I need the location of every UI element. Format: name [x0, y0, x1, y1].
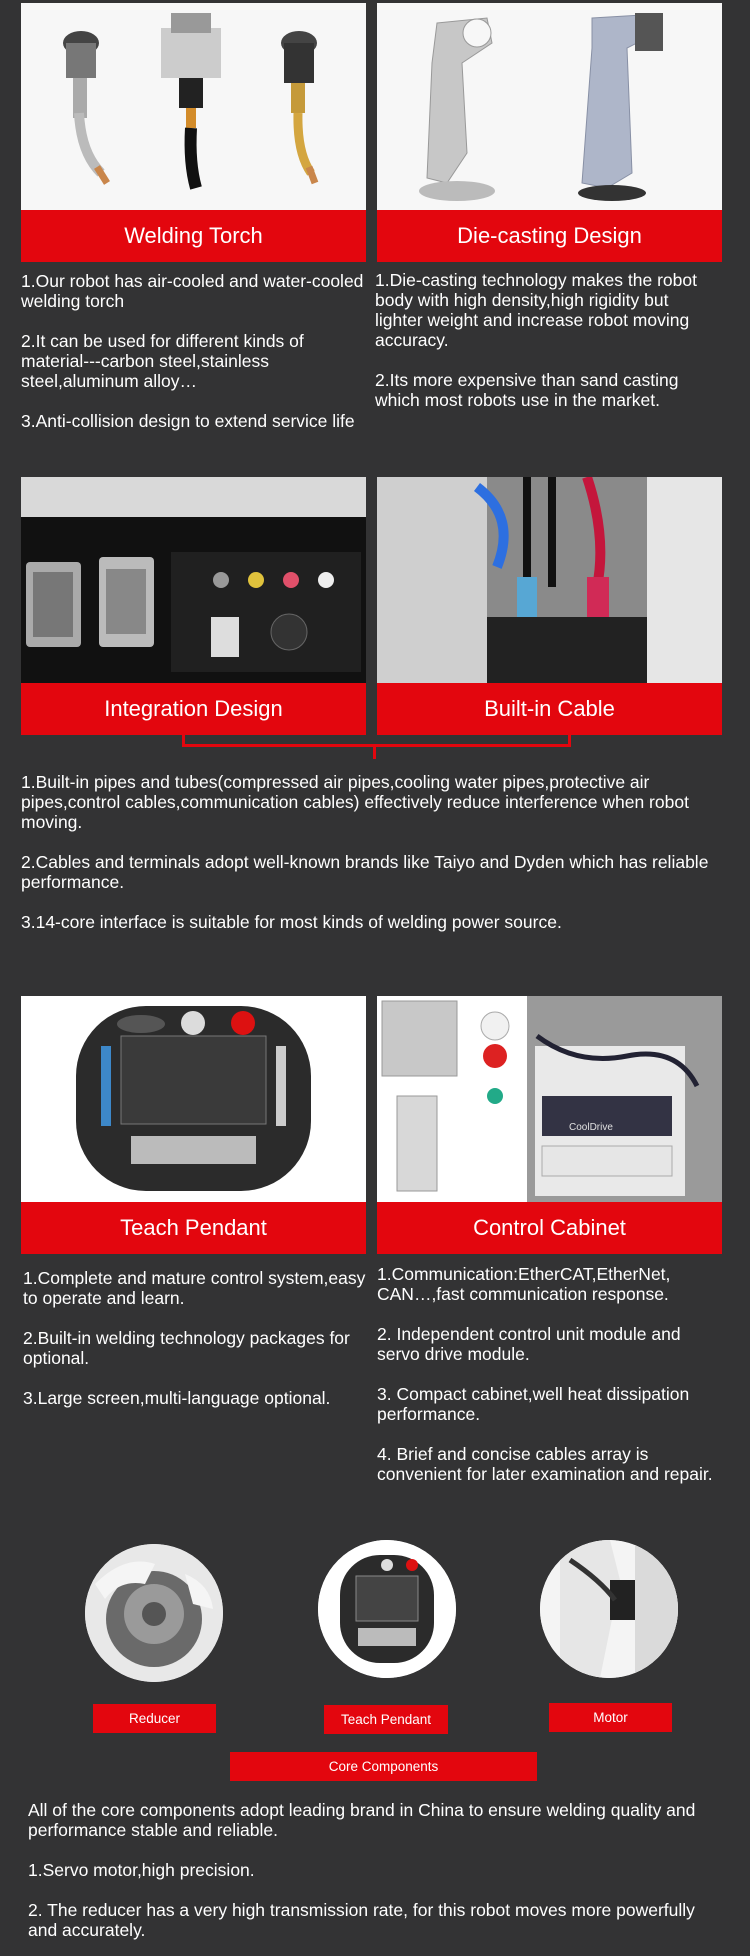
die-casting-paragraph: 2.Its more expensive than sand casting which most robots use in the market.	[375, 370, 679, 410]
control-cabinet-title: Control Cabinet	[377, 1202, 722, 1254]
section2-paragraph: 2.Cables and terminals adopt well-known brands like Taiyo and Dyden which has reliable performance.	[21, 852, 709, 892]
core-description	[28, 1800, 728, 1956]
integration-design-title: Integration Design	[21, 683, 366, 735]
control-cabinet-paragraph: 1.Communication:EtherCAT,EtherNet, CAN…,fast communication response.	[377, 1264, 671, 1304]
built-in-cable-title: Built-in Cable	[377, 683, 722, 735]
die-casting-photo	[377, 3, 722, 210]
control-cabinet-description	[377, 1264, 722, 1504]
motor-illustration	[540, 1540, 678, 1678]
die-casting-description	[375, 270, 720, 430]
section2-paragraph: 3.14-core interface is suitable for most kinds of welding power source.	[21, 912, 562, 932]
welding-torch-illustration	[21, 3, 366, 210]
integration-design-photo	[21, 477, 366, 683]
welding-torch-description	[21, 271, 366, 451]
core-components-title: Core Components	[230, 1752, 537, 1781]
reducer-illustration	[85, 1544, 223, 1682]
welding-torch-paragraph: 2.It can be used for different kinds of material---carbon steel,stainless steel,aluminum alloy…	[21, 331, 304, 391]
control-cabinet-paragraph: 2. Independent control unit module and servo drive module.	[377, 1324, 681, 1364]
core-item-motor: Motor	[549, 1703, 672, 1732]
motor-photo	[540, 1540, 678, 1678]
control-cabinet-photo	[377, 996, 722, 1202]
core-item-reducer: Reducer	[93, 1704, 216, 1733]
core-paragraph: All of the core components adopt leading brand in China to ensure welding quality and performance stable and reliable.	[28, 1800, 696, 1840]
core-paragraph: 2. The reducer has a very high transmission rate, for this robot moves more powerfully and accurately.	[28, 1900, 695, 1940]
welding-torch-paragraph: 1.Our robot has air-cooled and water-cooled welding torch	[21, 271, 364, 311]
teach-pendant-core-photo	[318, 1540, 456, 1678]
control-cabinet-illustration	[377, 996, 722, 1202]
integration-panel-illustration	[21, 477, 366, 683]
core-item-teach-pendant: Teach Pendant	[324, 1705, 448, 1734]
control-cabinet-paragraph: 3. Compact cabinet,well heat dissipation performance.	[377, 1384, 690, 1424]
built-in-cable-photo	[377, 477, 722, 683]
control-cabinet-paragraph: 4. Brief and concise cables array is convenient for later examination and repair.	[377, 1444, 713, 1484]
teach-pendant-illustration	[21, 996, 366, 1202]
reducer-photo	[85, 1544, 223, 1682]
die-casting-paragraph: 1.Die-casting technology makes the robot body with high density,high rigidity but lighter weight and increase robot moving accuracy.	[375, 270, 697, 350]
core-paragraph: 1.Servo motor,high precision.	[28, 1860, 255, 1880]
cabinet-brand-text: CoolDrive	[569, 1122, 613, 1133]
welding-torch-photo	[21, 3, 366, 210]
welding-torch-title: Welding Torch	[21, 210, 366, 262]
bracket-connector	[182, 735, 571, 747]
teach-pendant-paragraph: 1.Complete and mature control system,easy to operate and learn.	[23, 1268, 366, 1308]
teach-pendant-paragraph: 2.Built-in welding technology packages for optional.	[23, 1328, 350, 1368]
teach-pendant-core-illustration	[318, 1540, 456, 1678]
die-casting-title: Die-casting Design	[377, 210, 722, 262]
teach-pendant-title: Teach Pendant	[21, 1202, 366, 1254]
die-casting-illustration	[377, 3, 722, 210]
bracket-stem	[373, 747, 376, 759]
section2-description	[21, 772, 726, 952]
section2-paragraph: 1.Built-in pipes and tubes(compressed air pipes,cooling water pipes,protective air pipes,control cables,communication cables) effectively reduce interference when robot moving.	[21, 772, 689, 832]
built-in-cable-illustration	[377, 477, 722, 683]
welding-torch-paragraph: 3.Anti-collision design to extend service life	[21, 411, 355, 431]
teach-pendant-photo	[21, 996, 366, 1202]
teach-pendant-paragraph: 3.Large screen,multi-language optional.	[23, 1388, 331, 1408]
teach-pendant-description	[23, 1268, 368, 1428]
